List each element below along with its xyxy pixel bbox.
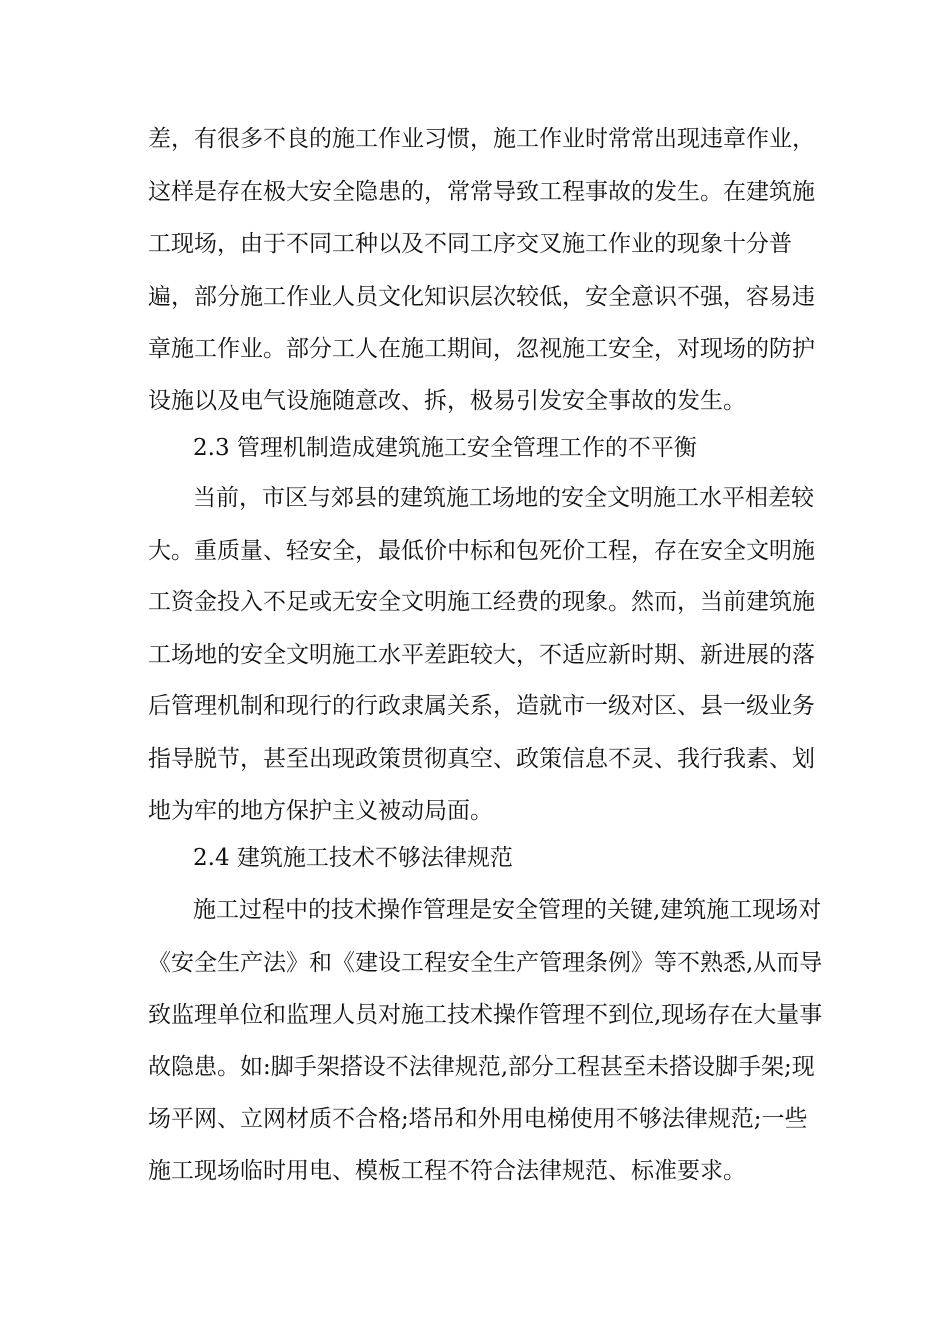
- section-heading-2-3: 2.3 管理机制造成建筑施工安全管理工作的不平衡: [193, 435, 697, 461]
- paragraph-2-line-6: 指导脱节，甚至出现政策贯彻真空、政策信息不灵、我行我素、划: [148, 746, 815, 772]
- paragraph-2-line-3: 工资金投入不足或无安全文明施工经费的现象。然而，当前建筑施: [148, 589, 815, 615]
- paragraph-3-line-2: 《安全生产法》和《建设工程安全生产管理条例》等不熟悉,从而导: [148, 950, 823, 976]
- paragraph-2-line-4: 工场地的安全文明施工水平差距较大，不适应新时期、新进展的落: [148, 642, 815, 668]
- section-heading-2-4: 2.4 建筑施工技术不够法律规范: [193, 845, 513, 871]
- paragraph-2-line-7: 地为牢的地方保护主义被动局面。: [148, 798, 493, 824]
- paragraph-1-line-4: 遍，部分施工作业人员文化知识层次较低，安全意识不强，容易违: [148, 284, 815, 310]
- paragraph-2-line-5: 后管理机制和现行的行政隶属关系，造就市一级对区、县一级业务: [148, 693, 815, 719]
- paragraph-1-line-5: 章施工作业。部分工人在施工期间，忽视施工安全，对现场的防护: [148, 336, 815, 362]
- paragraph-1-line-2: 这样是存在极大安全隐患的，常常导致工程事故的发生。在建筑施: [148, 179, 815, 205]
- paragraph-3-line-1: 施工过程中的技术操作管理是安全管理的关键,建筑施工现场对: [193, 897, 822, 923]
- paragraph-3-line-4: 故隐患。如:脚手架搭设不法律规范,部分工程甚至未搭设脚手架;现: [148, 1054, 815, 1080]
- paragraph-1-line-3: 工现场，由于不同工种以及不同工序交叉施工作业的现象十分普: [148, 231, 792, 257]
- paragraph-1-line-1: 差，有很多不良的施工作业习惯，施工作业时常常出现违章作业，: [148, 126, 815, 152]
- paragraph-2-line-2: 大。重质量、轻安全，最低价中标和包死价工程，存在安全文明施: [148, 538, 815, 564]
- paragraph-3-line-5: 场平网、立网材质不合格;塔吊和外用电梯使用不够法律规范;一些: [148, 1106, 808, 1132]
- paragraph-3-line-6: 施工现场临时用电、模板工程不符合法律规范、标准要求。: [148, 1158, 746, 1184]
- paragraph-2-line-1: 当前，市区与郊县的建筑施工场地的安全文明施工水平相差较: [193, 485, 814, 511]
- paragraph-3-line-3: 致监理单位和监理人员对施工技术操作管理不到位,现场存在大量事: [148, 1002, 823, 1028]
- paragraph-1-line-6: 设施以及电气设施随意改、拆，极易引发安全事故的发生。: [148, 388, 746, 414]
